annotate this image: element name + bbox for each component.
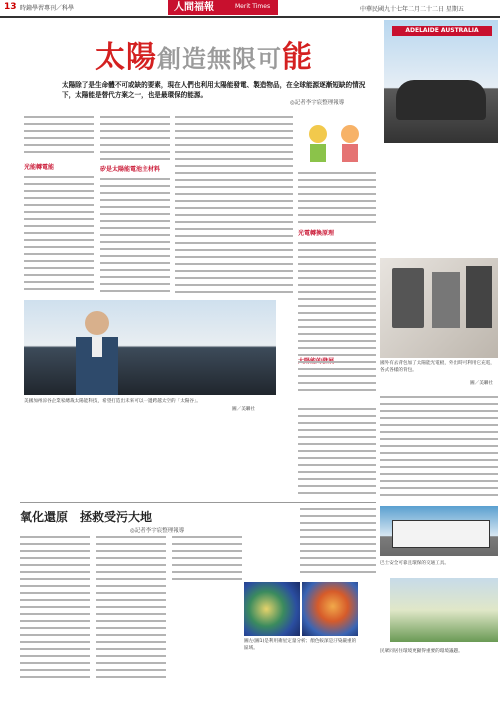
- bus-caption: 巴士安全可靠且環保的交通工具。: [380, 561, 449, 566]
- title-main: 太陽: [95, 40, 157, 75]
- bag-image: [432, 272, 460, 328]
- section2-right-text: [300, 508, 376, 578]
- article-title: [95, 32, 313, 76]
- subhead-3: 光電轉換原理: [298, 230, 335, 237]
- bag-image: [392, 268, 424, 328]
- photo-credit: 圖／美聯社: [232, 407, 255, 412]
- bus-image: [392, 520, 490, 548]
- subhead-2: 矽是太陽能電池主材料: [100, 166, 161, 173]
- solar-panel-photo: [24, 300, 276, 395]
- section2-byline: ◎記者李宇宸整理報導: [130, 528, 185, 534]
- man-figure: [68, 305, 126, 395]
- top-photo-banner: ADELAIDE AUSTRALIA: [392, 26, 492, 36]
- park-photo: [390, 578, 498, 642]
- park-caption: 民眾同居住環境更顯得重要的環境議題。: [380, 649, 463, 654]
- article-lead: 太陽除了是生命體不可或缺的要素，現在人們也利用太陽能發電、製造物品，在全球能源逐漸短缺的情況下，太陽能是替代方案之一，也是最環保的能源。: [62, 81, 366, 99]
- photo-caption: 美國加州涼谷企業家總裁太陽能科技，希望打造出未來可以一邊跨越太空的「太陽谷」。: [24, 399, 201, 404]
- newspaper-logo-en: Merit Times: [235, 3, 271, 10]
- satellite-map-photo-2: [302, 582, 358, 636]
- newspaper-logo: 人間福報: [168, 0, 278, 15]
- issue-date: 中華民國九十七年二月二十二日 星期五: [360, 6, 464, 13]
- bags-credit: 圖／美聯社: [470, 381, 493, 386]
- section-divider: [20, 502, 376, 503]
- solar-car-image: [396, 80, 486, 120]
- bags-caption: 國外有去背包加了太陽能光電板，外出時可利用它充電，各式各樣的背包。: [380, 361, 495, 373]
- title-mid: 創造無限可: [157, 45, 282, 73]
- section2-text-lines: [20, 536, 242, 686]
- page-number: 13: [4, 2, 17, 12]
- map-caption: 圖左(圖1)是利用衛星定量分析；顏色較深是汙染嚴重的區域。: [244, 639, 357, 651]
- section2-title: 氧化還原 拯救受污大地: [20, 510, 153, 524]
- bag-image: [466, 266, 492, 328]
- article-byline: ◎記者李宇宸整理報導: [290, 100, 345, 106]
- right-column-text: [380, 396, 498, 502]
- title-end: 能: [282, 40, 313, 75]
- satellite-map-photo: [244, 582, 300, 636]
- column-name: 時鐘學習專刊／科學: [20, 5, 75, 12]
- subhead-1: 光能轉電能: [24, 164, 55, 171]
